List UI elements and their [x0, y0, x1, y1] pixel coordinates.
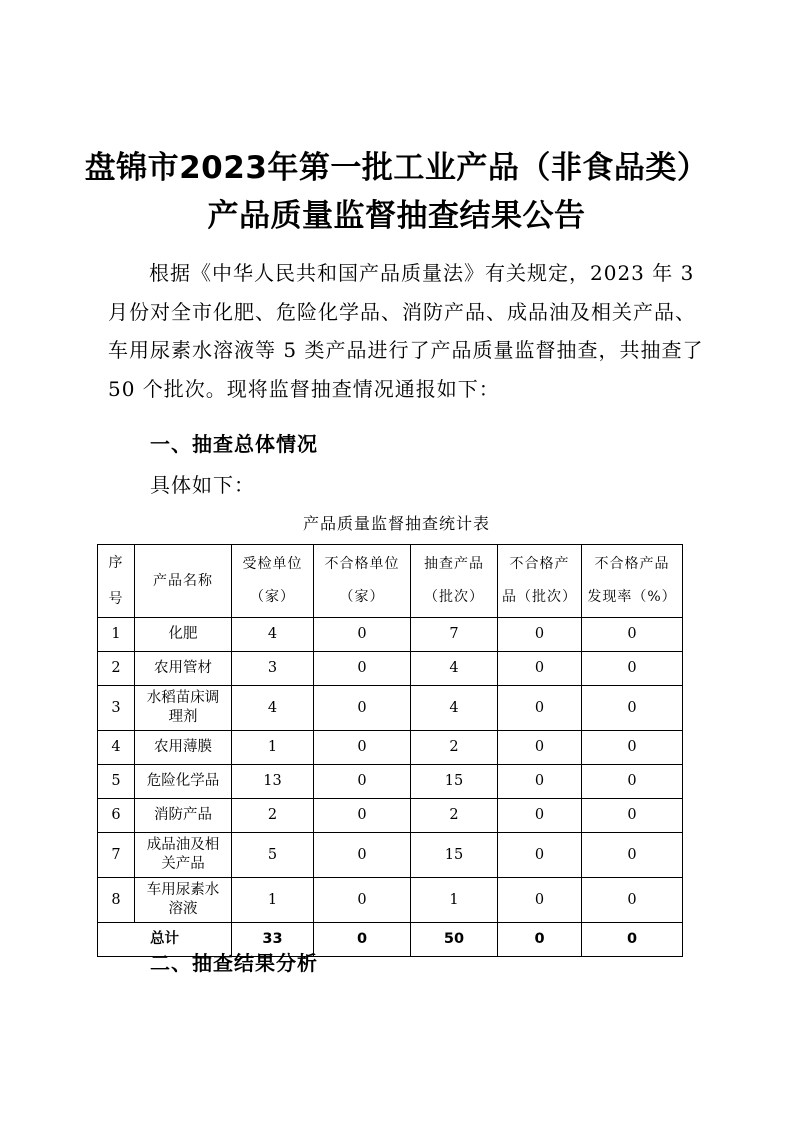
cell-name: 化肥 [135, 618, 232, 652]
cell-rate: 0 [582, 618, 683, 652]
cell-seq: 8 [98, 878, 135, 923]
cell-seq: 1 [98, 618, 135, 652]
table-row [98, 878, 683, 923]
inspection-stats-table [97, 544, 683, 957]
cell-fail-units: 0 [314, 731, 411, 765]
intro-paragraph [108, 254, 704, 409]
cell-fail-batches: 0 [498, 833, 582, 878]
cell-rate: 0 [582, 833, 683, 878]
cell-fail-batches: 0 [498, 878, 582, 923]
cell-units: 4 [232, 618, 314, 652]
cell-rate: 0 [582, 652, 683, 686]
total-fail-batches: 0 [498, 923, 582, 957]
cell-batches: 2 [411, 799, 498, 833]
table-row [98, 618, 683, 652]
total-rate: 0 [582, 923, 683, 957]
cell-rate: 0 [582, 878, 683, 923]
cell-batches: 15 [411, 833, 498, 878]
header-fail-units: 不合格单位 （家） [314, 545, 411, 618]
cell-seq: 7 [98, 833, 135, 878]
header-name: 产品名称 [135, 545, 232, 618]
cell-rate: 0 [582, 731, 683, 765]
page-title-line-2: 产品质量监督抽查结果公告 [207, 198, 586, 234]
cell-fail-batches: 0 [498, 686, 582, 731]
section-heading-analysis: 二、抽查结果分析 [150, 951, 318, 975]
page-title-line-1: 盘锦市2023年第一批工业产品（非食品类） [84, 150, 709, 186]
cell-fail-units: 0 [314, 686, 411, 731]
cell-fail-units: 0 [314, 765, 411, 799]
total-batches: 50 [411, 923, 498, 957]
total-label: 总计 [98, 923, 232, 957]
header-seq: 序 号 [98, 545, 135, 618]
header-fail-batches: 不合格产 品（批次） [498, 545, 582, 618]
table-caption: 产品质量监督抽查统计表 [302, 514, 490, 533]
cell-rate: 0 [582, 799, 683, 833]
intro-line: 50 个批次。现将监督抽查情况通报如下： [108, 377, 500, 402]
cell-units: 3 [232, 652, 314, 686]
total-units: 33 [232, 923, 314, 957]
table-row [98, 799, 683, 833]
cell-units: 4 [232, 686, 314, 731]
cell-fail-units: 0 [314, 833, 411, 878]
cell-name: 农用薄膜 [135, 731, 232, 765]
cell-fail-units: 0 [314, 618, 411, 652]
section-overview-text: 具体如下： [150, 473, 255, 497]
cell-seq: 4 [98, 731, 135, 765]
cell-batches: 1 [411, 878, 498, 923]
cell-units: 2 [232, 799, 314, 833]
cell-fail-units: 0 [314, 652, 411, 686]
header-rate: 不合格产品 发现率（%） [582, 545, 683, 618]
cell-name: 危险化学品 [135, 765, 232, 799]
cell-fail-units: 0 [314, 878, 411, 923]
intro-line: 根据《中华人民共和国产品质量法》有关规定，2023 年 3 [149, 261, 695, 285]
cell-units: 5 [232, 833, 314, 878]
header-batches: 抽查产品 （批次） [411, 545, 498, 618]
intro-line: 车用尿素水溶液等 5 类产品进行了产品质量监督抽查，共抽查了 [108, 338, 704, 363]
cell-fail-units: 0 [314, 799, 411, 833]
cell-fail-batches: 0 [498, 731, 582, 765]
cell-seq: 3 [98, 686, 135, 731]
cell-batches: 2 [411, 731, 498, 765]
table-row [98, 731, 683, 765]
table-row [98, 765, 683, 799]
cell-name: 水稻苗床调 理剂 [135, 686, 232, 731]
cell-seq: 5 [98, 765, 135, 799]
cell-units: 13 [232, 765, 314, 799]
cell-batches: 4 [411, 652, 498, 686]
cell-batches: 4 [411, 686, 498, 731]
cell-fail-batches: 0 [498, 652, 582, 686]
cell-rate: 0 [582, 765, 683, 799]
cell-seq: 2 [98, 652, 135, 686]
cell-batches: 15 [411, 765, 498, 799]
table-row [98, 652, 683, 686]
cell-name: 车用尿素水 溶液 [135, 878, 232, 923]
total-fail-units: 0 [314, 923, 411, 957]
cell-seq: 6 [98, 799, 135, 833]
cell-name: 成品油及相 关产品 [135, 833, 232, 878]
cell-fail-batches: 0 [498, 618, 582, 652]
cell-name: 农用管材 [135, 652, 232, 686]
intro-line: 月份对全市化肥、危险化学品、消防产品、成品油及相关产品、 [108, 299, 696, 324]
cell-fail-batches: 0 [498, 799, 582, 833]
cell-fail-batches: 0 [498, 765, 582, 799]
cell-units: 1 [232, 731, 314, 765]
table-header-row [98, 545, 683, 618]
cell-rate: 0 [582, 686, 683, 731]
cell-units: 1 [232, 878, 314, 923]
section-heading-overview: 一、抽查总体情况 [150, 432, 318, 456]
table-row [98, 686, 683, 731]
header-units: 受检单位 （家） [232, 545, 314, 618]
cell-batches: 7 [411, 618, 498, 652]
table-row [98, 833, 683, 878]
cell-name: 消防产品 [135, 799, 232, 833]
